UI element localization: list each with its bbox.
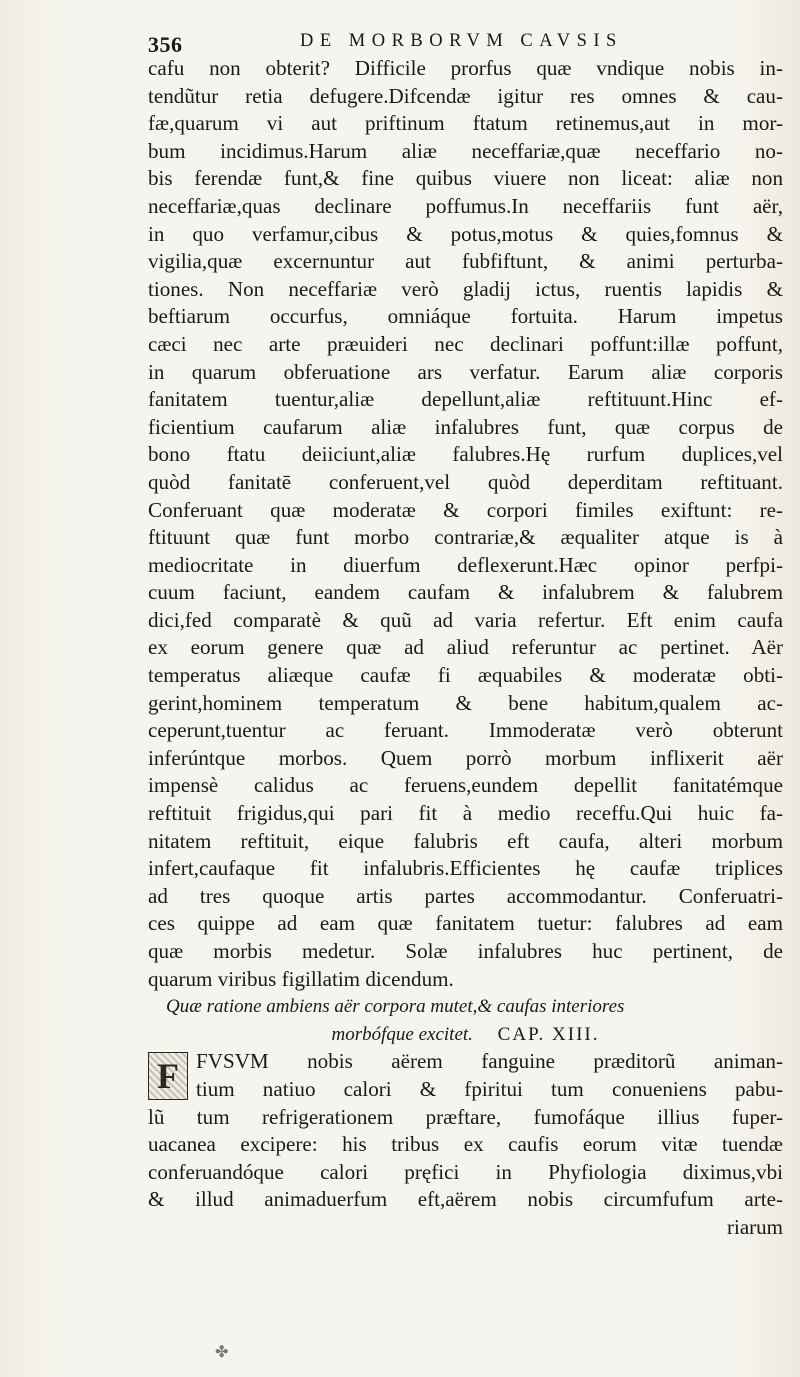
body-line: nitatem reftituit, eique falubris eft caufa, alteri morbum bbox=[148, 828, 783, 853]
body-line: inferúntque morbos. Quem porrò morbum inflixerit aër bbox=[148, 745, 783, 770]
body-line: ftituunt quæ funt morbo contrariæ,& æqualiter atque is à bbox=[148, 525, 783, 550]
chapter-line: & illud animaduerfum eft,aërem nobis circumfufum arte- bbox=[148, 1187, 783, 1212]
chapter-line: tium natiuo calori & fpiritui tum conueniens pabu- bbox=[196, 1076, 783, 1101]
body-line: infert,caufaque fit infalubris.Efficientes hę caufæ triplices bbox=[148, 856, 783, 881]
main-text-block bbox=[148, 55, 783, 1242]
body-line: fæ,quarum vi aut priftinum ftatum retinemus,aut in mor- bbox=[148, 111, 783, 136]
chapter-line: FVSVM nobis aërem fanguine præditorũ animan- bbox=[196, 1049, 783, 1074]
body-line: cafu non obterit? Difficile prorfus quæ vndique nobis in- bbox=[148, 56, 783, 80]
chapter-heading-text: morbófque excitet. bbox=[331, 1023, 473, 1045]
body-line: Conferuant quæ moderatæ & corpori fimiles exiftunt: re- bbox=[148, 497, 783, 522]
body-line: ex eorum genere quæ ad aliud referuntur ac pertinet. Aër bbox=[148, 635, 783, 660]
decorated-initial-icon bbox=[148, 1052, 188, 1100]
body-line: cuum faciunt, eandem caufam & infalubrem & falubrem bbox=[148, 580, 783, 605]
ink-mark-icon: ✤ bbox=[215, 1344, 229, 1361]
chapter-opening bbox=[148, 1048, 783, 1103]
body-line: beftiarum occurfus, omniáque fortuita. Harum impetus bbox=[148, 304, 783, 329]
chapter-line: lũ tum refrigerationem præftare, fumofáque illius fuper- bbox=[148, 1104, 783, 1129]
chapter-line: conferuandóque calori pręfici in Phyfiologia diximus,vbi bbox=[148, 1159, 783, 1184]
chapter-heading-line: Quæ ratione ambiens aër corpora mutet,& caufas interiores bbox=[166, 996, 625, 1018]
chapter-line: uacanea excipere: his tribus ex caufis eorum vitæ tuendæ bbox=[148, 1132, 783, 1157]
page-number: 356 bbox=[148, 32, 183, 57]
body-line: vigilia,quæ excernuntur aut fubfiftunt, & animi perturba- bbox=[148, 249, 783, 274]
running-head bbox=[110, 22, 720, 57]
body-line: ces quippe ad eam quæ fanitatem tuetur: falubres ad eam bbox=[148, 911, 783, 936]
body-line: neceffariæ,quas declinare poffumus.In neceffariis funt aër, bbox=[148, 193, 783, 218]
body-line: tendũtur retia defugere.Difcendæ igitur res omnes & cau- bbox=[148, 83, 783, 108]
body-line: ceperunt,tuentur ac feruant. Immoderatæ verò obterunt bbox=[148, 718, 783, 743]
body-line: tiones. Non neceffariæ verò gladij ictus, ruentis lapidis & bbox=[148, 276, 783, 301]
body-line: gerint,hominem temperatum & bene habitum,qualem ac- bbox=[148, 690, 783, 715]
body-line: bum incidimus.Harum aliæ neceffariæ,quæ neceffario no- bbox=[148, 138, 783, 163]
body-line: fanitatem tuentur,aliæ depellunt,aliæ reftituunt.Hinc ef- bbox=[148, 387, 783, 412]
body-line: in quo verfamur,cibus & potus,motus & quies,fomnus & bbox=[148, 221, 783, 246]
body-line: bis ferendæ funt,& fine quibus viuere non liceat: aliæ non bbox=[148, 166, 783, 191]
body-line: bono ftatu deiiciunt,aliæ falubres.Hę rurfum duplices,vel bbox=[148, 442, 783, 467]
body-line: temperatus aliæque caufæ fi æquabiles & moderatæ obti- bbox=[148, 663, 783, 688]
body-line: quæ morbis medetur. Solæ infalubres huc pertinent, de bbox=[148, 939, 783, 963]
body-line: ficientium caufarum aliæ infalubres funt, quæ corpus de bbox=[148, 414, 783, 439]
body-line: mediocritate in diuerfum deflexerunt.Hæc opinor perfpi- bbox=[148, 552, 783, 577]
body-line: impensè calidus ac feruens,eundem depellit fanitatémque bbox=[148, 773, 783, 798]
body-line: dici,fed comparatè & quũ ad varia refertur. Eft enim caufa bbox=[148, 607, 783, 632]
body-line: in quarum obferuatione ars verfatur. Earum aliæ corporis bbox=[148, 359, 783, 384]
body-line: quarum viribus figillatim dicendum. bbox=[148, 966, 454, 991]
running-title: DE MORBORVM CAVSIS bbox=[300, 31, 623, 51]
body-line: cæci nec arte præuideri nec declinari poffunt:illæ poffunt, bbox=[148, 331, 783, 356]
chapter-label: CAP. XIII. bbox=[497, 1023, 600, 1045]
body-line: reftituit frigidus,qui pari fit à medio receffu.Qui huic fa- bbox=[148, 801, 783, 826]
chapter-heading-line bbox=[148, 1021, 783, 1049]
body-line: quòd fanitatē conferuent,vel quòd deperditam reftituant. bbox=[148, 469, 783, 494]
catchword: riarum bbox=[727, 1214, 783, 1239]
body-line: ad tres quoque artis partes accommodantur. Conferuatri- bbox=[148, 883, 783, 908]
